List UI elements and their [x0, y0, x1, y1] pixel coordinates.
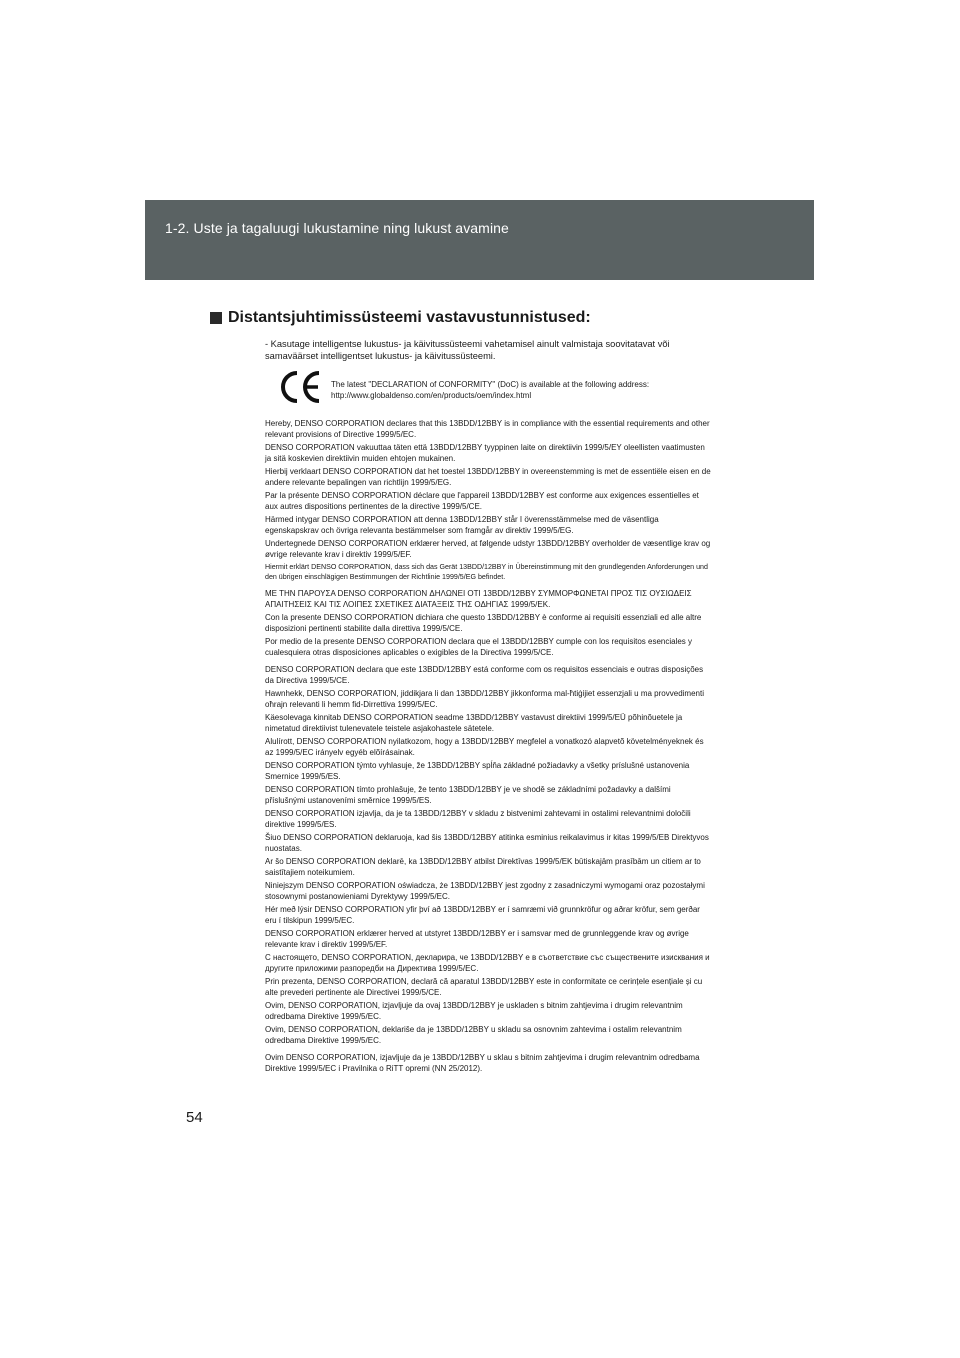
declaration-croatian: Ovim, DENSO CORPORATION, izjavljuje da ovaj 13BDD/12BBY je uskladen s bitnim zahtjevima i drugim relevantnim odredbama Direktive 1999/5/EC.: [265, 1001, 683, 1021]
section-title: 1-2. Uste ja tagaluugi lukustamine ning lukust avamine: [165, 220, 509, 236]
declaration-spanish: Por medio de la presente DENSO CORPORATION declara que el 13BDD/12BBY cumple con los requisitos esenciales y cualesquiera otras disposiciones aplicables o exigibles de la Directiva 1999/5/CE.: [265, 637, 693, 657]
declaration-icelandic: Hér með lýsir DENSO CORPORATION yfir því að 13BDD/12BBY er í samræmi við grunnkröfur og aðrar kröfur, sem gerðar eru í tilskipun 1999/5/EC.: [265, 905, 700, 925]
doc-note-line: The latest "DECLARATION of CONFORMITY" (DoC) is available at the following address:: [331, 380, 650, 389]
section-heading: [210, 309, 591, 327]
declaration-bulgarian: С настоящето, DENSO CORPORATION, декларира, че 13BDD/12BBY е в съответствие със съществените изисквания и другите приложими разпоредби на Директива 1999/5/EC.: [265, 953, 710, 973]
declaration-german: Hiermit erklärt DENSO CORPORATION, dass sich das Gerät 13BDD/12BBY in Übereinstimmung mit den grundlegenden Anforderungen und den übrigen einschlägigen Bestimmungen der Richtlinie 1999/5/EG befindet.: [265, 563, 708, 581]
declaration-italian: Con la presente DENSO CORPORATION dichiara che questo 13BDD/12BBY è conforme ai requisiti essenziali ed alle altre disposizioni pertinenti stabilite dalla direttiva 1999/5/CE.: [265, 613, 702, 633]
declaration-romanian: Prin prezenta, DENSO CORPORATION, declară că aparatul 13BDD/12BBY este in conformitate ce cerințele esențiale și cu alte prevederi pertinente ale Directivei 1999/5/CE.: [265, 977, 703, 997]
declaration-maltese: Hawnhekk, DENSO CORPORATION, jiddikjara li dan 13BDD/12BBY jikkonforma mal-ħtiġijiet essenzjali u ma provvedimenti oħrajn relevanti li hemm fid-Dirrettiva 1999/5/EC.: [265, 689, 704, 709]
declaration-slovenian: DENSO CORPORATION izjavlja, da je ta 13BDD/12BBY v skladu z bistvenimi zahtevami in ostalimi relevantnimi določili direktive 1999/5/ES.: [265, 809, 691, 829]
declaration-danish: Undertegnede DENSO CORPORATION erklærer herved, at følgende udstyr 13BDD/12BBY overholder de væsentlige krav og øvrige relevante krav i direktiv 1999/5/EF.: [265, 539, 711, 559]
page-number: 54: [186, 1109, 203, 1126]
declaration-swedish: Härmed intygar DENSO CORPORATION att denna 13BDD/12BBY står I överensstämmelse med de väsentliga egenskapskrav och övriga relevanta bestämmelser som framgår av direktiv 1999/5/EG.: [265, 515, 659, 535]
doc-availability-note: [331, 379, 711, 401]
declaration-latvian: Ar šo DENSO CORPORATION deklarē, ka 13BDD/12BBY atbilst Direktīvas 1999/5/EK būtiskajām prasībām un citiem ar to saistītajiem noteikumiem.: [265, 857, 701, 877]
square-bullet-icon: [210, 312, 222, 324]
declaration-estonian: Käesolevaga kinnitab DENSO CORPORATION seadme 13BDD/12BBY vastavust direktiivi 1999/5/EÜ põhinõuetele ja nimetatud direktiivist tulenevatele teistele asjakohastele sätetele.: [265, 713, 683, 733]
declaration-english: Hereby, DENSO CORPORATION declares that this 13BDD/12BBY is in compliance with the essential requirements and other relevant provisions of Directive 1999/5/EC.: [265, 419, 710, 439]
section-heading-text: Distantsjuhtimissüsteemi vastavustunnistused:: [228, 309, 591, 326]
declaration-polish: Niniejszym DENSO CORPORATION oświadcza, że 13BDD/12BBY jest zgodny z zasadniczymi wymogami oraz pozostałymi stosownymi postanowieniami Dyrektywy 1999/5/EC.: [265, 881, 705, 901]
declaration-slovak: DENSO CORPORATION týmto vyhlasuje, že 13BDD/12BBY spĺňa základné požiadavky a všetky príslušné ustanovenia Smernice 1999/5/ES.: [265, 761, 690, 781]
declarations-list: [265, 419, 713, 1077]
declaration-hungarian: Alulírott, DENSO CORPORATION nyilatkozom, hogy a 13BDD/12BBY megfelel a vonatkozó alapvetõ követelményeknek és az 1999/5/EC irányelv egyéb elõírásainak.: [265, 737, 704, 757]
intro-text: - Kasutage intelligentse lukustus- ja käivitussüsteemi vahetamisel ainult valmistaja soovitatavat või samaväärset intelligentset lukustus- ja käivitussüsteemi.: [265, 339, 670, 361]
declaration-norwegian: DENSO CORPORATION erklærer herved at utstyret 13BDD/12BBY er i samsvar med de grunnleggende krav og øvrige relevante krav i direktiv 1999/5/EF.: [265, 929, 689, 949]
declaration-dutch: Hierbij verklaart DENSO CORPORATION dat het toestel 13BDD/12BBY in overeenstemming is met de essentiële eisen en de andere relevante bepalingen van richtlijn 1999/5/EG.: [265, 467, 711, 487]
declaration-croatian-ritt: Ovim DENSO CORPORATION, izjavljuje da je 13BDD/12BBY u sklau s bitnim zahtjevima i drugim relevantnim odredbama Direktive 1999/5/EC i Pravilnika o RiTT opremi (NN 25/2012).: [265, 1053, 700, 1073]
declaration-czech: DENSO CORPORATION tímto prohlašuje, že tento 13BDD/12BBY je ve shodě se základními požadavky a dalšími příslušnými ustanoveními směrnice 1999/5/ES.: [265, 785, 671, 805]
declaration-finnish: DENSO CORPORATION vakuuttaa täten että 13BDD/12BBY tyyppinen laite on direktiivin 1999/5/EY oleellisten vaatimusten ja sitä koskevien direktiivin muiden ehtojen mukainen.: [265, 443, 705, 463]
declaration-serbian: Ovim, DENSO CORPORATION, deklariše da je 13BDD/12BBY u skladu sa osnovnim zahtevima i ostalim relevantnim odredbama Direktive 1999/5/EC.: [265, 1025, 682, 1045]
ce-mark-logo: [278, 370, 324, 404]
declaration-greek: ΜΕ ΤΗΝ ΠΑΡΟΥΣΑ DENSO CORPORATION ΔΗΛΩΝΕΙ ΟΤΙ 13BDD/12BBY ΣΥΜΜΟΡΦΩΝΕΤΑΙ ΠΡΟΣ ΤΙΣ ΟΥΣΙΩΔΕΙΣ ΑΠΑΙΤΗΣΕΙΣ ΚΑΙ ΤΙΣ ΛΟΙΠΕΣ ΣΧΕΤΙΚΕΣ ΔΙΑΤΑΞΕΙΣ ΤΗΣ ΟΔΗΓΙΑΣ 1999/5/ΕΚ.: [265, 589, 692, 609]
section-header-band: [145, 200, 814, 280]
doc-url: http://www.globaldenso.com/en/products/oem/index.html: [331, 391, 532, 400]
declaration-portuguese: DENSO CORPORATION declara que este 13BDD/12BBY está conforme com os requisitos essenciais e outras disposições da Directiva 1999/5/CE.: [265, 665, 704, 685]
declaration-french: Par la présente DENSO CORPORATION déclare que l'appareil 13BDD/12BBY est conforme aux exigences essentielles et aux autres dispositions pertinentes de la directive 1999/5/CE.: [265, 491, 699, 511]
declaration-lithuanian: Šiuo DENSO CORPORATION deklaruoja, kad šis 13BDD/12BBY atitinka esminius reikalavimus ir kitas 1999/5/EB Direktyvos nuostatas.: [265, 833, 709, 853]
